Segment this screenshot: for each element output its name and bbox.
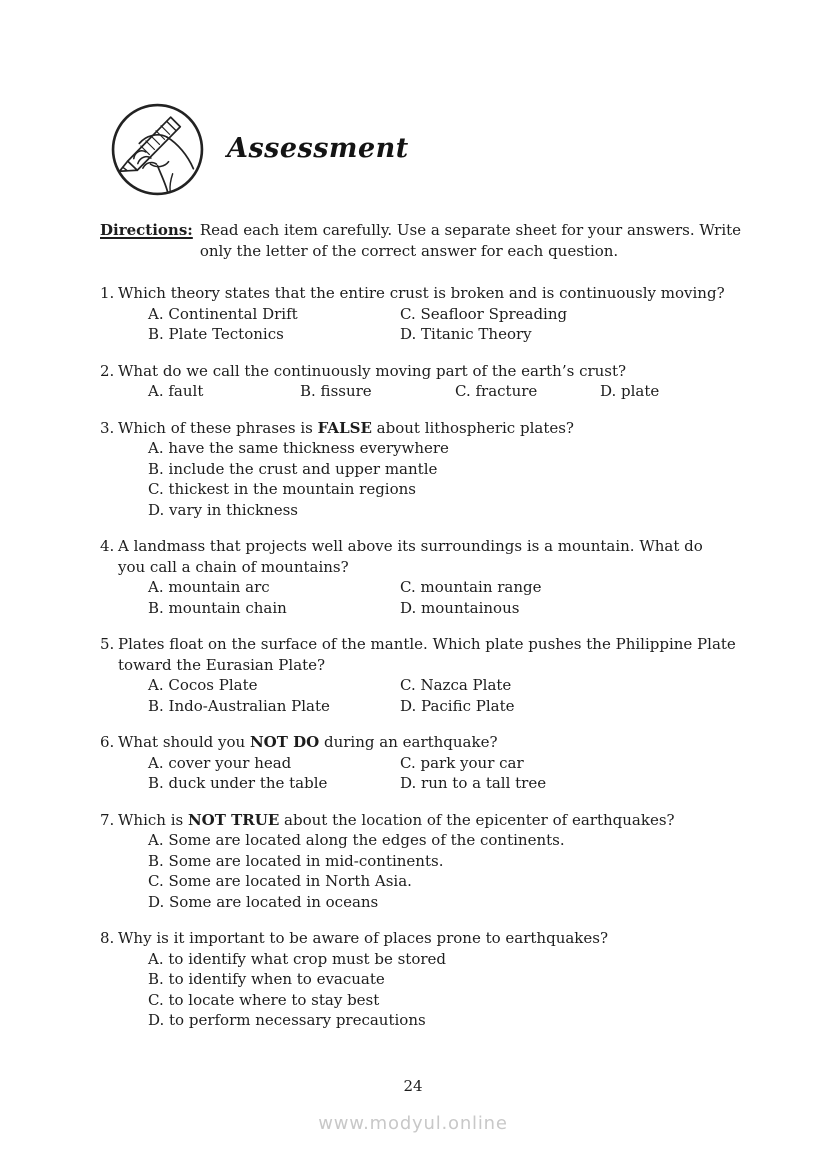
question-options: [100, 577, 780, 618]
directions-label: Directions:: [100, 221, 193, 239]
writing-hand-icon: [109, 101, 206, 198]
option-row: [148, 381, 780, 402]
option: D. mountainous: [400, 598, 520, 617]
option: A. cover your head: [148, 753, 292, 772]
option: B. fissure: [300, 382, 372, 400]
question-options: [100, 381, 780, 402]
option-row: [148, 1010, 780, 1031]
option: D. Titanic Theory: [400, 325, 532, 343]
option: C. mountain range: [400, 578, 542, 596]
option: B. include the crust and upper mantle: [148, 459, 438, 478]
option-row: [148, 892, 780, 913]
question-text: What do we call the continuously moving part of the earth’s crust?: [118, 361, 627, 380]
option: A. mountain arc: [148, 578, 270, 596]
option: A. Cocos Plate: [148, 676, 258, 694]
question-options: [100, 438, 780, 520]
question-number: 7.: [100, 810, 115, 829]
option-row: [148, 753, 780, 774]
option-row: [148, 500, 780, 521]
option: D. Pacific Plate: [400, 696, 515, 715]
option: C. fracture: [455, 382, 538, 400]
question-list: [100, 283, 780, 1047]
question-text: Plates float on the surface of the mantle. Which plate pushes the Philippine Plate toward the Eurasian Plate?: [118, 635, 736, 674]
option-row: [148, 324, 780, 345]
option-row: [148, 871, 780, 892]
option: C. to locate where to stay best: [148, 990, 380, 1009]
option: D. vary in thickness: [148, 500, 298, 519]
question-1: [100, 283, 780, 345]
question-number: 4.: [100, 537, 115, 555]
page-number: 24: [403, 1077, 423, 1095]
option: B. Plate Tectonics: [148, 325, 284, 343]
question-number: 6.: [100, 733, 115, 751]
option: B. duck under the table: [148, 774, 328, 792]
option-row: [148, 304, 780, 325]
question-number: 2.: [100, 361, 115, 380]
question-text: Which of these phrases is FALSE about lithospheric plates?: [118, 418, 574, 437]
watermark: www.modyul.online: [318, 1113, 508, 1134]
option: A. Continental Drift: [148, 304, 298, 323]
option-row: [148, 990, 780, 1011]
option: C. Seafloor Spreading: [400, 304, 568, 323]
option-row: [148, 969, 780, 990]
directions-text: [200, 220, 741, 261]
option: D. to perform necessary precautions: [148, 1011, 426, 1029]
question-4: [100, 536, 780, 618]
directions: [100, 220, 760, 261]
question-3: [100, 418, 780, 521]
option: C. Nazca Plate: [400, 676, 512, 694]
option-row: [148, 438, 780, 459]
question-number: 3.: [100, 418, 115, 437]
question-options: [100, 830, 780, 912]
question-text: What should you NOT DO during an earthquake?: [118, 733, 498, 751]
option: A. have the same thickness everywhere: [148, 439, 449, 457]
option-row: [148, 459, 780, 480]
option: D. run to a tall tree: [400, 774, 547, 792]
option-row: [148, 598, 780, 619]
option-row: [148, 949, 780, 970]
option-row: [148, 696, 780, 717]
page-title: Assessment: [227, 133, 409, 165]
question-2: [100, 361, 780, 402]
question-options: [100, 675, 780, 716]
question-text: Which is NOT TRUE about the location of the epicenter of earthquakes?: [118, 810, 675, 829]
option: B. mountain chain: [148, 598, 287, 617]
question-text: A landmass that projects well above its surroundings is a mountain. What do you call a chain of mountains?: [118, 537, 703, 576]
question-options: [100, 304, 780, 345]
question-text: Which theory states that the entire crust is broken and is continuously moving?: [118, 284, 725, 302]
question-number: 8.: [100, 929, 115, 947]
option: A. fault: [148, 382, 204, 400]
question-number: 5.: [100, 635, 115, 653]
option: D. plate: [600, 382, 660, 400]
header: [109, 101, 409, 198]
question-options: [100, 949, 780, 1031]
directions-line: Read each item carefully. Use a separate sheet for your answers. Write: [199, 221, 742, 239]
question-options: [100, 753, 780, 794]
question-7: [100, 810, 780, 913]
option: B. to identify when to evacuate: [148, 970, 385, 988]
option: A. to identify what crop must be stored: [148, 949, 446, 968]
option-row: [148, 773, 780, 794]
directions-line: only the letter of the correct answer for each question.: [199, 241, 619, 260]
option-row: [148, 577, 780, 598]
option: A. Some are located along the edges of the continents.: [148, 831, 565, 849]
option: D. Some are located in oceans: [148, 892, 379, 911]
option: B. Indo-Australian Plate: [148, 696, 330, 715]
option: C. park your car: [400, 753, 524, 772]
question-6: [100, 732, 780, 794]
option-row: [148, 830, 780, 851]
option-row: [148, 479, 780, 500]
question-number: 1.: [100, 284, 115, 302]
option: C. thickest in the mountain regions: [148, 480, 416, 498]
question-text: Why is it important to be aware of places prone to earthquakes?: [118, 929, 609, 947]
option-row: [148, 675, 780, 696]
question-8: [100, 928, 780, 1031]
option: C. Some are located in North Asia.: [148, 872, 412, 890]
question-5: [100, 634, 780, 716]
option: B. Some are located in mid-continents.: [148, 851, 444, 870]
option-row: [148, 851, 780, 872]
